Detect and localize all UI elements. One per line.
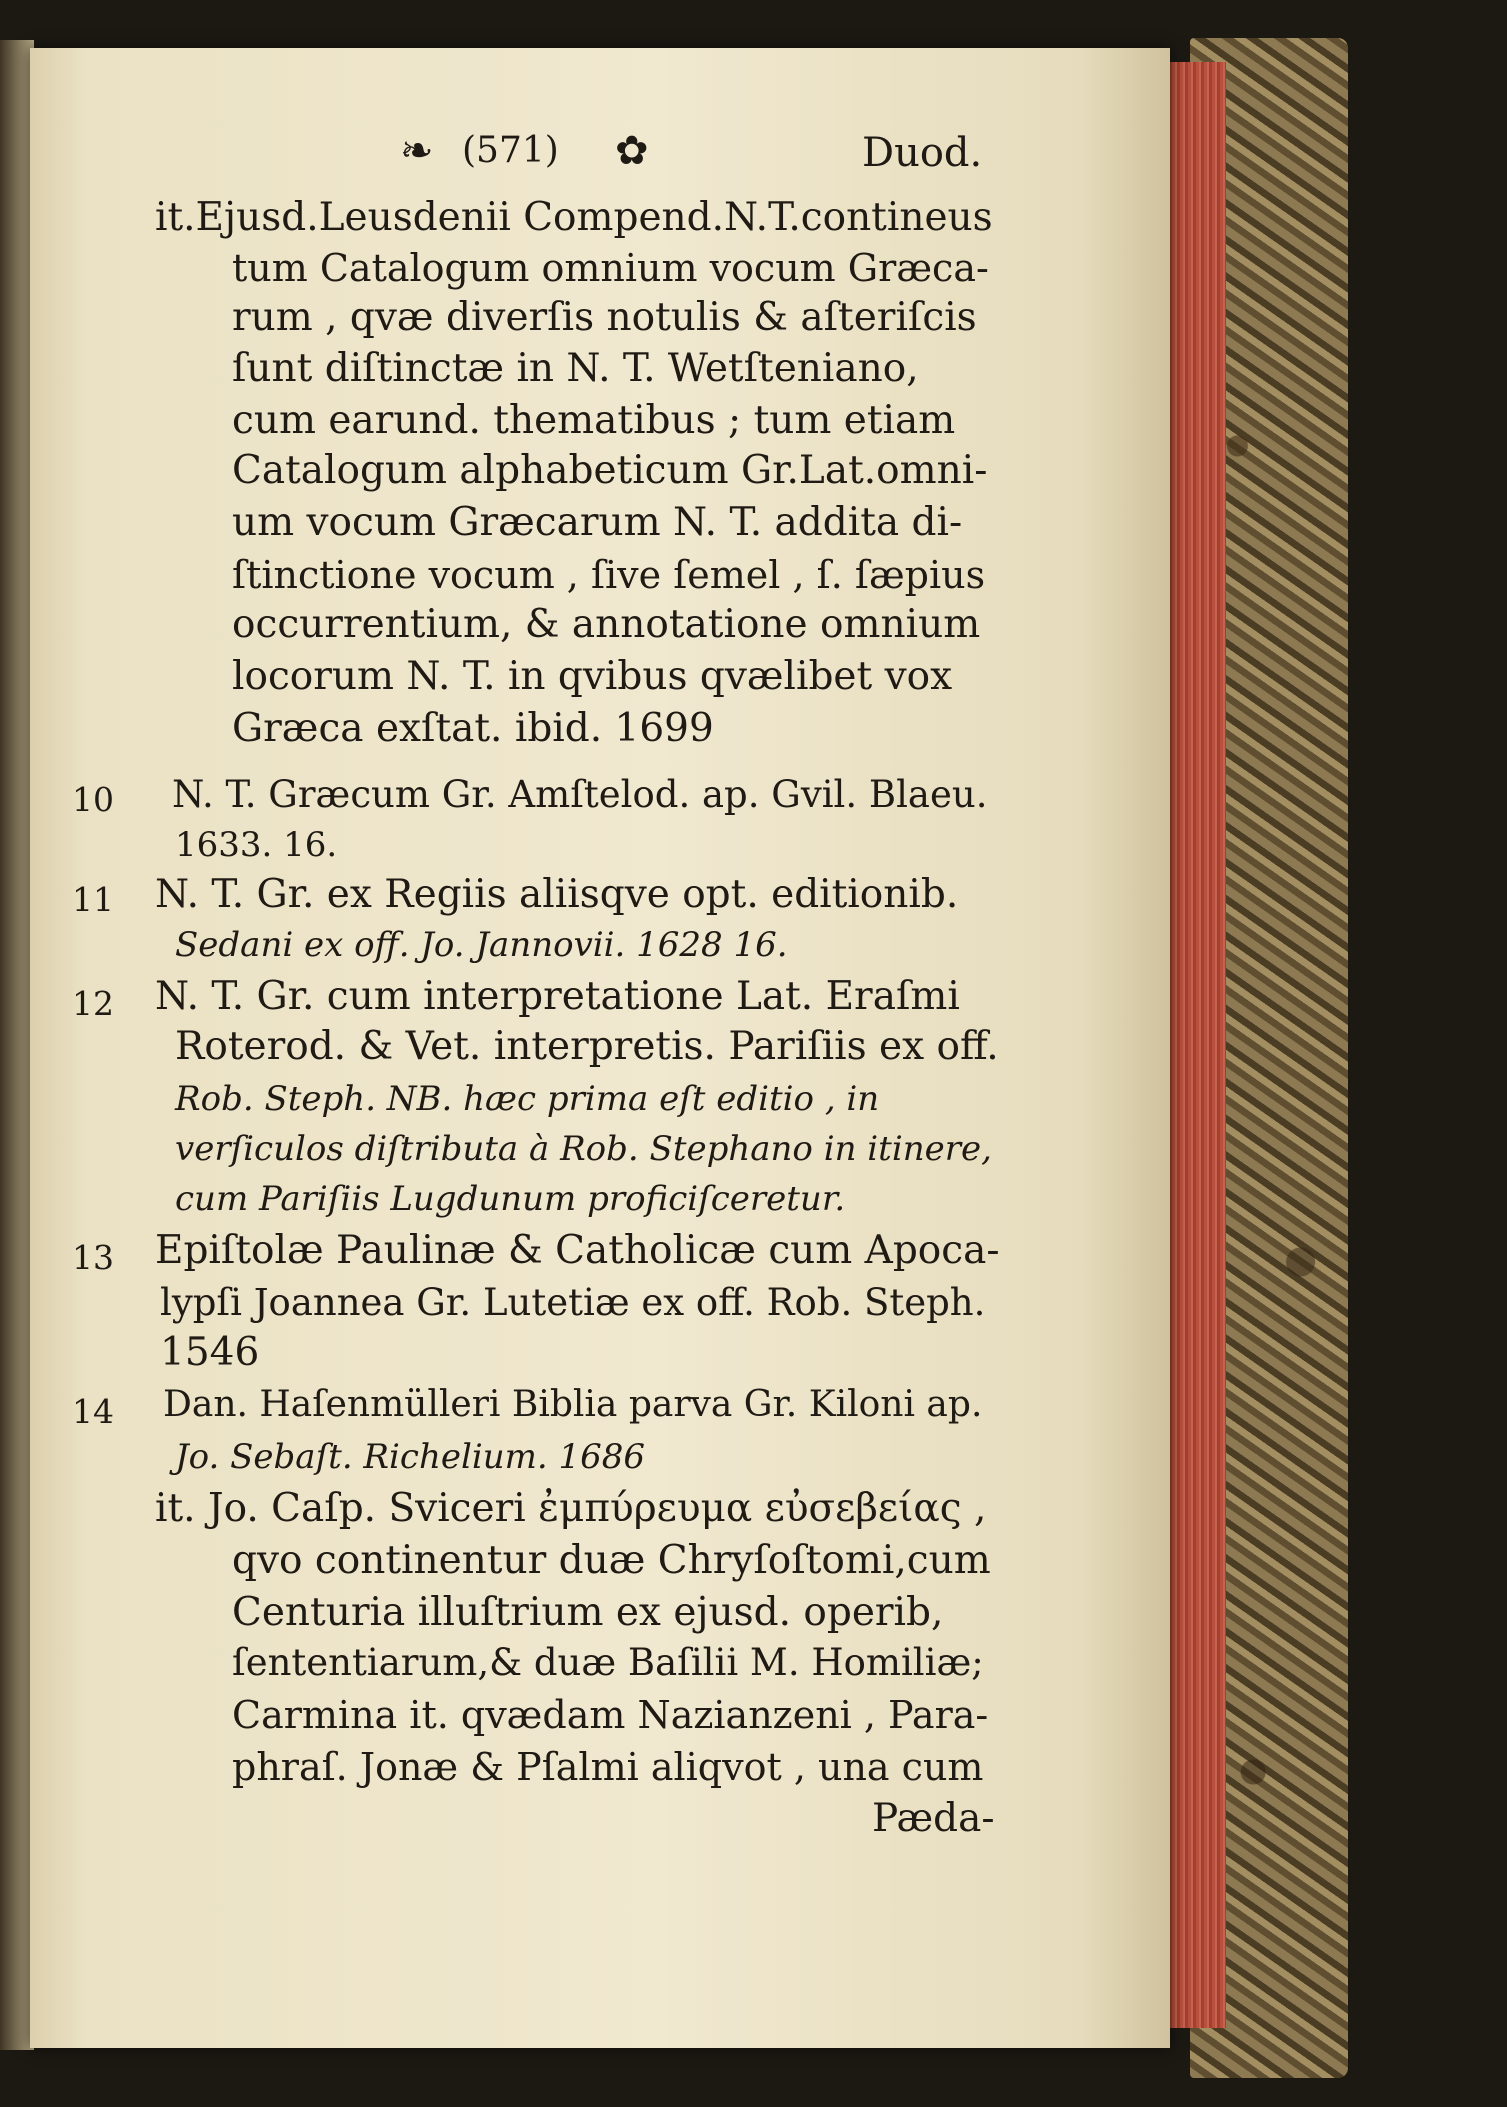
- text-line: Catalogum alphabeticum Gr.Lat.omni-: [232, 448, 988, 493]
- previous-page-edge: [0, 40, 34, 2050]
- catchword: Pæda-: [872, 1796, 995, 1841]
- text-line: Carmina it. qvædam Nazianzeni , Para-: [232, 1693, 989, 1737]
- entry-number: 13: [72, 1238, 114, 1277]
- text-line: cum Pariſiis Lugdunum proficiſceretur.: [175, 1179, 846, 1219]
- entry-number: 10: [72, 780, 114, 819]
- text-line: Jo. Sebaſt. Richelium. 1686: [175, 1437, 645, 1477]
- text-line: Dan. Haſenmülleri Biblia parva Gr. Kiloni ap.: [163, 1384, 983, 1425]
- text-line: occurrentium, & annotatione omnium: [232, 602, 981, 647]
- text-line: Roterod. & Vet. interpretis. Pariſiis ex off.: [175, 1024, 999, 1069]
- text-line: it.Ejusd.Leusdenii Compend.N.T.contineus: [155, 195, 993, 240]
- text-line: Sedani ex off. Jo. Jannovii. 1628 16.: [175, 925, 788, 965]
- text-line: phraſ. Jonæ & Pſalmi aliqvot , una cum: [232, 1745, 984, 1789]
- text-line: um vocum Græcarum N. T. addita di-: [232, 500, 963, 545]
- text-line: N. T. Græcum Gr. Amſtelod. ap. Gvil. Blaeu.: [172, 773, 988, 816]
- text-line: locorum N. T. in qvibus qvælibet vox: [232, 654, 953, 699]
- text-line: lypſi Joannea Gr. Lutetiæ ex off. Rob. Steph.: [160, 1281, 986, 1324]
- text-line: tum Catalogum omnium vocum Græca-: [232, 246, 989, 290]
- text-line: it. Jo. Caſp. Sviceri ἐμπύρευμα εὐσεβείας ,: [155, 1486, 987, 1531]
- text-line: Centuria illuſtrium ex ejusd. operib,: [232, 1590, 944, 1635]
- text-line: qvo continentur duæ Chryſoſtomi,cum: [232, 1538, 991, 1583]
- red-page-edges: [1162, 62, 1226, 2028]
- text-line: ſunt diſtinctæ in N. T. Wetſteniano,: [232, 346, 919, 391]
- entry-number: 14: [72, 1392, 114, 1431]
- page-number: (571): [462, 130, 559, 171]
- text-line: rum , qvæ diverſis notulis & aſteriſcis: [232, 295, 977, 340]
- text-line: verſiculos diſtributa à Rob. Stephano in itinere,: [175, 1129, 992, 1169]
- right-ornament-icon: ✿: [615, 128, 649, 174]
- text-line: ſententiarum,& duæ Baſilii M. Homiliæ;: [232, 1641, 984, 1684]
- text-line: Epiſtolæ Paulinæ & Catholicæ cum Apoca-: [155, 1228, 1000, 1273]
- text-line: Rob. Steph. NB. hæc prima eſt editio , in: [175, 1079, 880, 1119]
- entry-number: 11: [72, 880, 114, 919]
- text-line: Græca exſtat. ibid. 1699: [232, 706, 714, 751]
- section-heading: Duod.: [862, 130, 983, 176]
- text-line: 1633. 16.: [175, 825, 338, 865]
- text-line: 1546: [160, 1330, 260, 1375]
- text-line: N. T. Gr. cum interpretatione Lat. Eraſmi: [155, 974, 960, 1019]
- text-line: N. T. Gr. ex Regiis aliisqve opt. editionib.: [155, 872, 959, 917]
- text-line: cum earund. thematibus ; tum etiam: [232, 398, 956, 443]
- text-line: ſtinctione vocum , ſive ſemel , ſ. ſæpius: [232, 553, 986, 597]
- left-ornament-icon: ❧: [400, 128, 434, 174]
- entry-number: 12: [72, 984, 114, 1023]
